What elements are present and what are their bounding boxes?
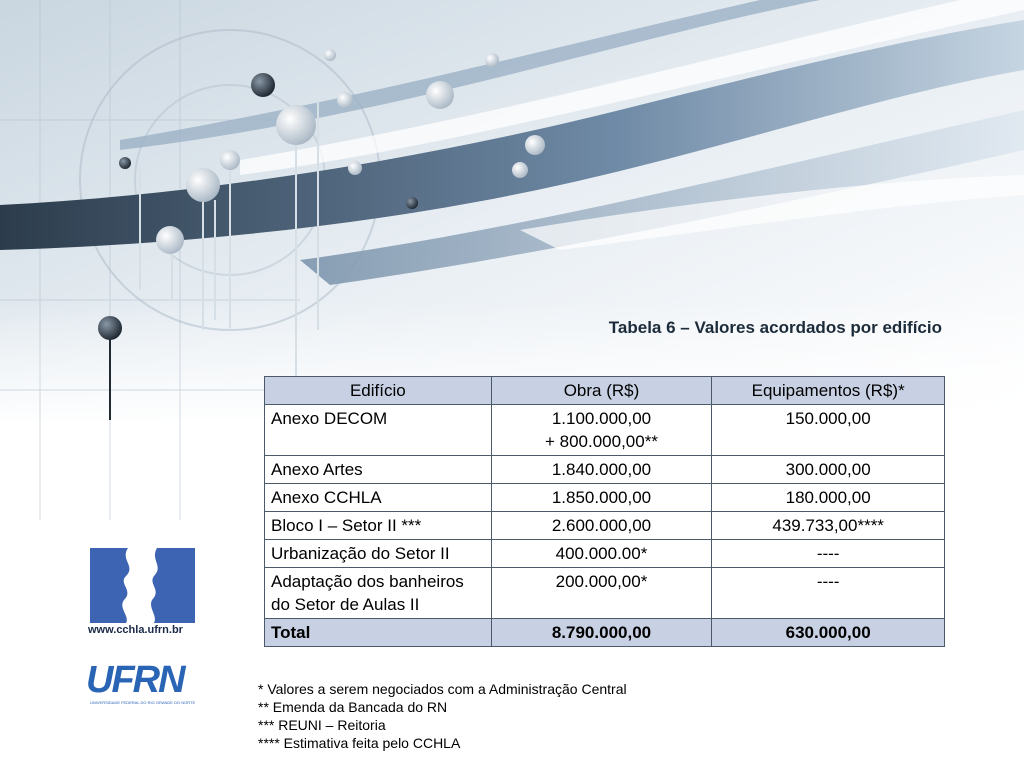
footnote: **** Estimativa feita pelo CCHLA [258, 735, 461, 751]
equip-cell: 439.733,00**** [712, 512, 945, 540]
total-obra: 8.790.000,00 [491, 619, 712, 647]
building-cell: Adaptação dos banheiros do Setor de Aulas II [265, 568, 492, 619]
obra-cell: 2.600.000,00 [491, 512, 712, 540]
total-equip: 630.000,00 [712, 619, 945, 647]
building-cell: Anexo CCHLA [265, 484, 492, 512]
table-row [265, 405, 945, 456]
table-title: Tabela 6 – Valores acordados por edifício [608, 318, 942, 337]
obra-cell: 1.840.000,00 [491, 456, 712, 484]
building-cell: Urbanização do Setor II [265, 540, 492, 568]
total-row [265, 619, 945, 647]
table-header-row [265, 377, 945, 405]
building-cell: Bloco I – Setor II *** [265, 512, 492, 540]
equip-cell: 180.000,00 [712, 484, 945, 512]
table-row [265, 484, 945, 512]
equip-cell: ---- [712, 540, 945, 568]
table-row [265, 540, 945, 568]
obra-line-1: 1.100.000,00 [551, 409, 652, 428]
header-obra: Obra (R$) [491, 377, 712, 405]
ufrn-logo-subtitle: UNIVERSIDADE FEDERAL DO RIO GRANDE DO NORTE [90, 700, 196, 705]
footnotes [258, 680, 627, 752]
footnote: * Valores a serem negociados com a Administração Central [258, 681, 627, 697]
header-building: Edifício [265, 377, 492, 405]
ufrn-logo [86, 660, 201, 710]
building-cell: Anexo Artes [265, 456, 492, 484]
total-label: Total [265, 619, 492, 647]
footnote: *** REUNI – Reitoria [258, 717, 386, 733]
footnote: ** Emenda da Bancada do RN [258, 699, 448, 715]
table-row [265, 568, 945, 619]
cchla-url: www.cchla.ufrn.br [88, 624, 183, 636]
building-cell: Anexo DECOM [265, 405, 492, 456]
equip-cell: ---- [712, 568, 945, 619]
table-row [265, 512, 945, 540]
values-table [264, 376, 945, 647]
obra-cell: 200.000,00* [491, 568, 712, 619]
cchla-logo [90, 548, 195, 638]
cchla-logo-icon [90, 548, 195, 623]
equip-cell: 150.000,00 [712, 405, 945, 456]
obra-cell: 400.000.00* [491, 540, 712, 568]
obra-cell: 1.850.000,00 [491, 484, 712, 512]
ufrn-logo-text: UFRN [86, 659, 184, 701]
table-row [265, 456, 945, 484]
header-equipamentos: Equipamentos (R$)* [712, 377, 945, 405]
equip-cell: 300.000,00 [712, 456, 945, 484]
obra-line-2: + 800.000,00** [544, 432, 658, 451]
obra-cell [491, 405, 712, 456]
